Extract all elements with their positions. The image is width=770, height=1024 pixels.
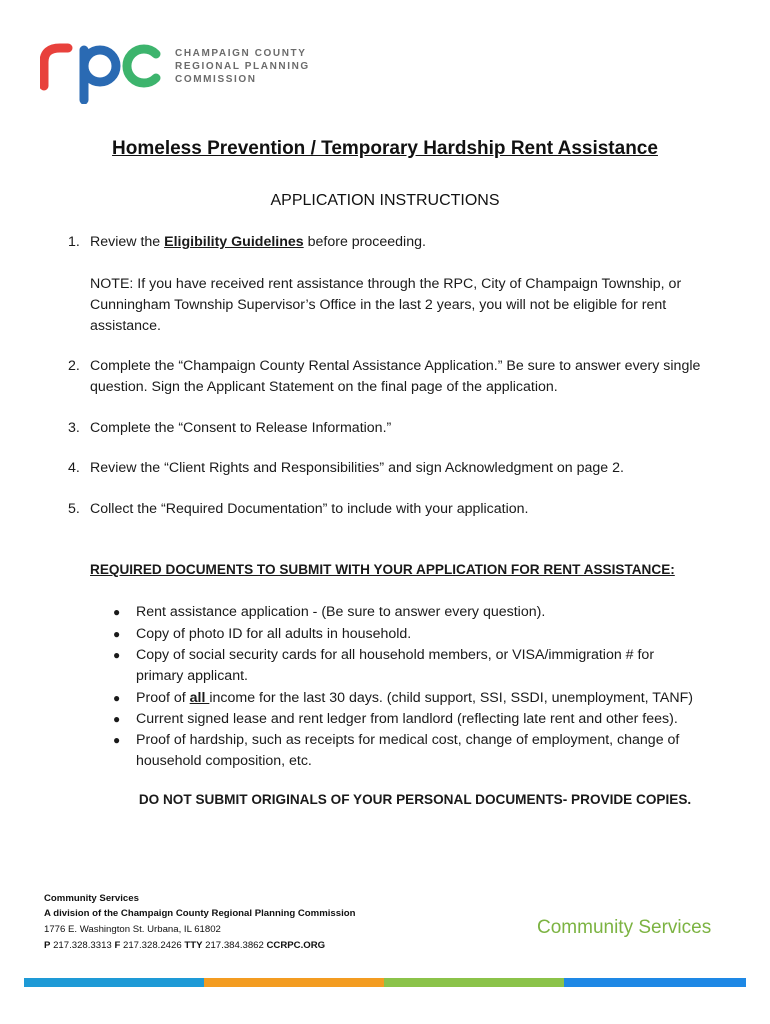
bullet-icon: ●	[113, 605, 121, 619]
page-subtitle: APPLICATION INSTRUCTIONS	[270, 192, 500, 209]
required-item: Proof of hardship, such as receipts for medical cost, change of employment, change of household composition, etc.	[136, 732, 680, 769]
required-item: Rent assistance application - (Be sure to answer every question).	[136, 604, 546, 620]
footer-address: 1776 E. Washington St. Urbana, IL 61802	[44, 924, 221, 935]
org-name-line: REGIONAL PLANNING	[175, 61, 310, 72]
footer-contacts: P 217.328.3313 F 217.328.2426 TTY 217.384.3862 CCRPC.ORG	[44, 940, 326, 951]
footer-strip-green	[384, 978, 564, 987]
community-services-brand: Community Services	[537, 917, 712, 938]
footer-strip-orange	[204, 978, 384, 987]
step-number: 1.	[68, 234, 80, 250]
required-item: Copy of photo ID for all adults in household.	[136, 626, 412, 642]
required-item: Proof of all income for the last 30 days. (child support, SSI, SSDI, unemployment, TANF)	[136, 690, 693, 706]
logo-letter-r	[44, 48, 68, 86]
bullet-icon: ●	[113, 712, 121, 726]
footer-division: A division of the Champaign County Regional Planning Commission	[44, 908, 356, 919]
emphasis-all: all	[189, 690, 210, 706]
eligibility-guidelines-link[interactable]: Eligibility Guidelines	[164, 234, 304, 250]
step-4-text: Review the “Client Rights and Responsibilities” and sign Acknowledgment on page 2.	[90, 460, 624, 476]
step-5-text: Collect the “Required Documentation” to include with your application.	[90, 501, 529, 517]
step-3-text: Complete the “Consent to Release Information.”	[90, 420, 392, 436]
org-name-line: COMMISSION	[175, 74, 257, 85]
bullet-icon: ●	[113, 648, 121, 662]
org-name-line: CHAMPAIGN COUNTY	[175, 48, 307, 59]
logo-letter-c	[127, 49, 156, 83]
step-2-text: Complete the “Champaign County Rental Assistance Application.” Be sure to answer every single question. Sign the Applicant Statement on the final page of the application.	[90, 358, 701, 395]
required-item: Current signed lease and rent ledger from landlord (reflecting late rent and other fees).	[136, 711, 678, 727]
rpc-logo	[40, 42, 165, 104]
page-title: Homeless Prevention / Temporary Hardship Rent Assistance	[112, 138, 658, 159]
step-number: 2.	[68, 358, 80, 374]
step-number: 3.	[68, 420, 80, 436]
step-1-text: Review the Eligibility Guidelines before proceeding.	[90, 234, 426, 250]
required-item: Copy of social security cards for all household members, or VISA/immigration # for primary applicant.	[136, 647, 655, 684]
footer-dept: Community Services	[44, 893, 139, 904]
step-number: 4.	[68, 460, 80, 476]
required-documents-heading: REQUIRED DOCUMENTS TO SUBMIT WITH YOUR APPLICATION FOR RENT ASSISTANCE:	[90, 562, 675, 577]
copies-warning: DO NOT SUBMIT ORIGINALS OF YOUR PERSONAL DOCUMENTS- PROVIDE COPIES.	[138, 792, 692, 807]
footer-strip-darkblue	[564, 978, 746, 987]
bullet-icon: ●	[113, 691, 121, 705]
footer-strip-blue	[24, 978, 204, 987]
note-text: NOTE: If you have received rent assistance through the RPC, City of Champaign Township, or Cunningham Township Supervisor’s Office in the last 2 years, you will not be eligible for rent assistance.	[90, 276, 682, 334]
step-number: 5.	[68, 501, 80, 517]
bullet-icon: ●	[113, 733, 121, 747]
footer-website[interactable]: CCRPC.ORG	[266, 940, 326, 951]
logo-letter-p-bowl	[84, 50, 116, 82]
bullet-icon: ●	[113, 627, 121, 641]
